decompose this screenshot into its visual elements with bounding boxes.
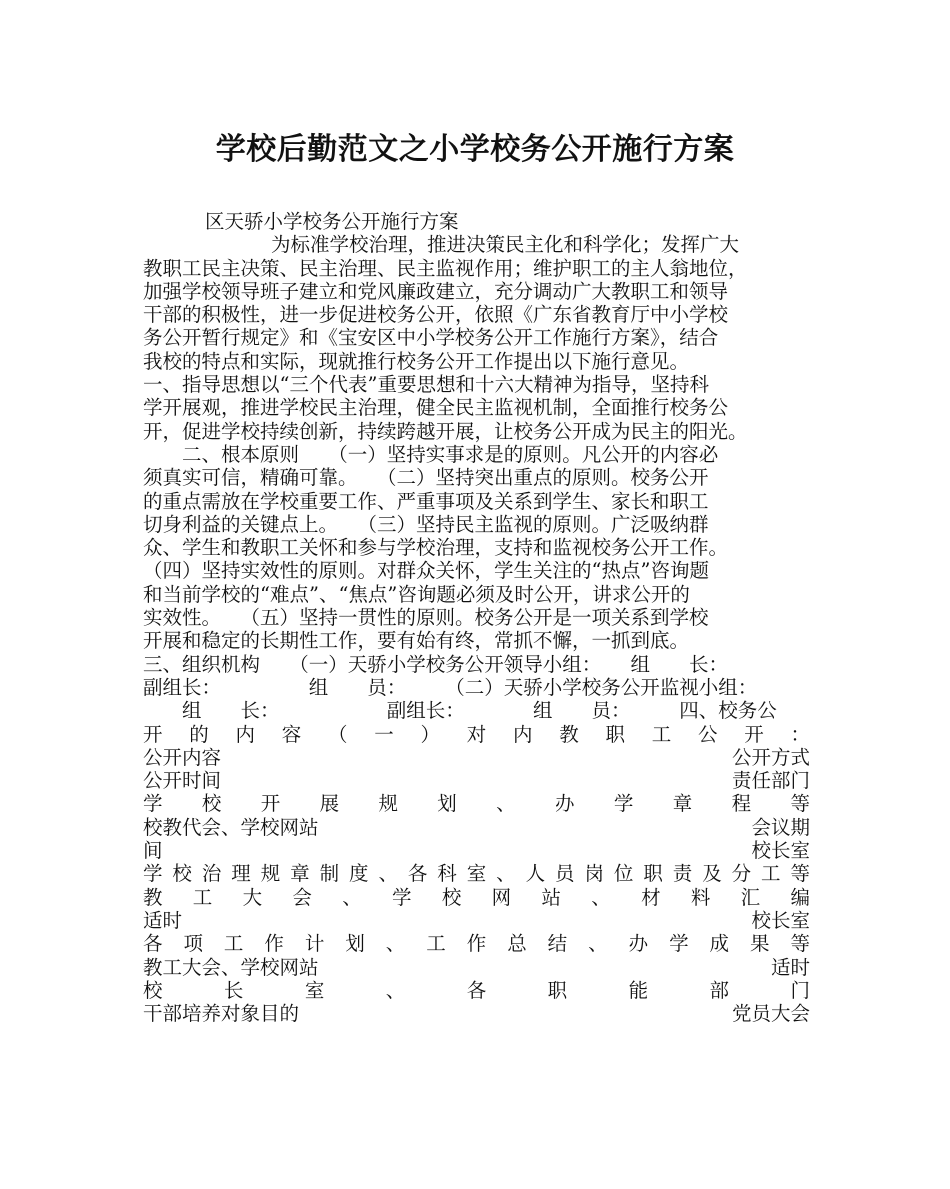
paragraph-line: 开展和稳定的长期性工作，要有始有终，常抓不懈，一抓到底。 [143,629,690,653]
paragraph-line: 加强学校领导班子建立和党风廉政建立，充分调动广大教职工和领导 [143,279,729,303]
paragraph-line: （四）坚持实效性的原则。对群众关怀，学生关注的“热点”咨询题 [143,559,709,583]
table-cell-right: 党员大会 [731,1002,810,1026]
table-row [143,909,810,932]
paragraph-line: 学开展观，推进学校民主治理，健全民主监视机制，全面推行校务公 [143,396,729,420]
paragraph-line: 我校的特点和实际，现就推行校务公开工作提出以下施行意见。 [143,349,690,373]
table-cell-right: 公开方式 [731,745,810,769]
table-cell-right: 校长室 [751,839,810,863]
table-row [143,816,810,839]
paragraph-line: 干部的积极性，进一步促进校务公开，依照《广东省教育厅中小学校 [143,303,729,327]
table-row: 校长室、各职能部门 [143,978,810,1002]
table-row: 各项工作计划、工作总结、办学成果等 [143,932,810,956]
table-cell-left: 公开时间 [143,769,222,793]
table-row [143,839,810,862]
table-cell-left: 间 [143,839,163,863]
table-row: 学校治理规章制度、各科室、人员岗位职责及分工等 [143,862,810,886]
paragraph-line: 的重点需放在学校重要工作、严重事项及关系到学生、家长和职工 [143,489,709,513]
paragraph-line: 教职工民主决策、民主治理、民主监视作用；维护职工的主人翁地位， [143,256,748,280]
table-cell-left: 公开内容 [143,745,222,769]
paragraph-line: 务公开暂行规定》和《宝安区中小学校务公开工作施行方案》，结合 [143,326,719,350]
document-body [143,210,810,1025]
table-cell-left: 教工大会、学校网站 [143,955,319,979]
paragraph-line: 组 长： 副组长： 组 员： 四、校务公 [143,699,777,723]
table-row: 教工大会、学校网站、材料汇编 [143,885,810,909]
paragraph-line: 二、根本原则 （一）坚持实事求是的原则。凡公开的内容必 [143,442,719,466]
table-cell-right: 适时 [770,955,810,979]
table-row: 学校开展规划、办学章程等 [143,792,810,816]
paragraph-line: 为标准学校治理，推进决策民主化和科学化；发挥广大 [271,233,740,257]
paragraph-line: 开的内容（一）对内教职工公开： [143,722,810,746]
table-row [143,956,810,979]
table-cell-left: 校教代会、学校网站 [143,815,319,839]
paragraph-line: 实效性。 （五）坚持一贯性的原则。校务公开是一项关系到学校 [143,606,709,630]
table-row [143,769,810,792]
table-cell-left: 干部培养对象目的 [143,1002,300,1026]
table-row [143,1002,810,1025]
document-subtitle: 区天骄小学校务公开施行方案 [205,210,459,233]
document-title: 学校后勤范文之小学校务公开施行方案 [215,132,735,167]
paragraph-line: 须真实可信，精确可靠。 （二）坚持突出重点的原则。校务公开 [143,466,709,490]
paragraph-line: 切身利益的关键点上。 （三）坚持民主监视的原则。广泛吸纳群 [143,512,709,536]
paragraph-line: 副组长： 组 员： （二）天骄小学校务公开监视小组： [143,675,758,699]
paragraph-line: 和当前学校的“难点”、“焦点”咨询题必须及时公开，讲求公开的 [143,582,690,606]
table-row [143,746,810,769]
paragraph-line: 众、学生和教职工关怀和参与学校治理，支持和监视校务公开工作。 [143,536,729,560]
table-cell-right: 会议期 [751,815,810,839]
paragraph-line: 一、指导思想以“三个代表”重要思想和十六大精神为指导，坚持科 [143,373,709,397]
paragraph-line: 开，促进学校持续创新，持续跨越开展，让校务公开成为民主的阳光。 [143,419,748,443]
table-cell-right: 校长室 [751,908,810,932]
table-cell-right: 责任部门 [731,769,810,793]
paragraph-line: 三、组织机构 （一）天骄小学校务公开领导小组： 组 长： [143,652,729,676]
table-cell-left: 适时 [143,908,183,932]
